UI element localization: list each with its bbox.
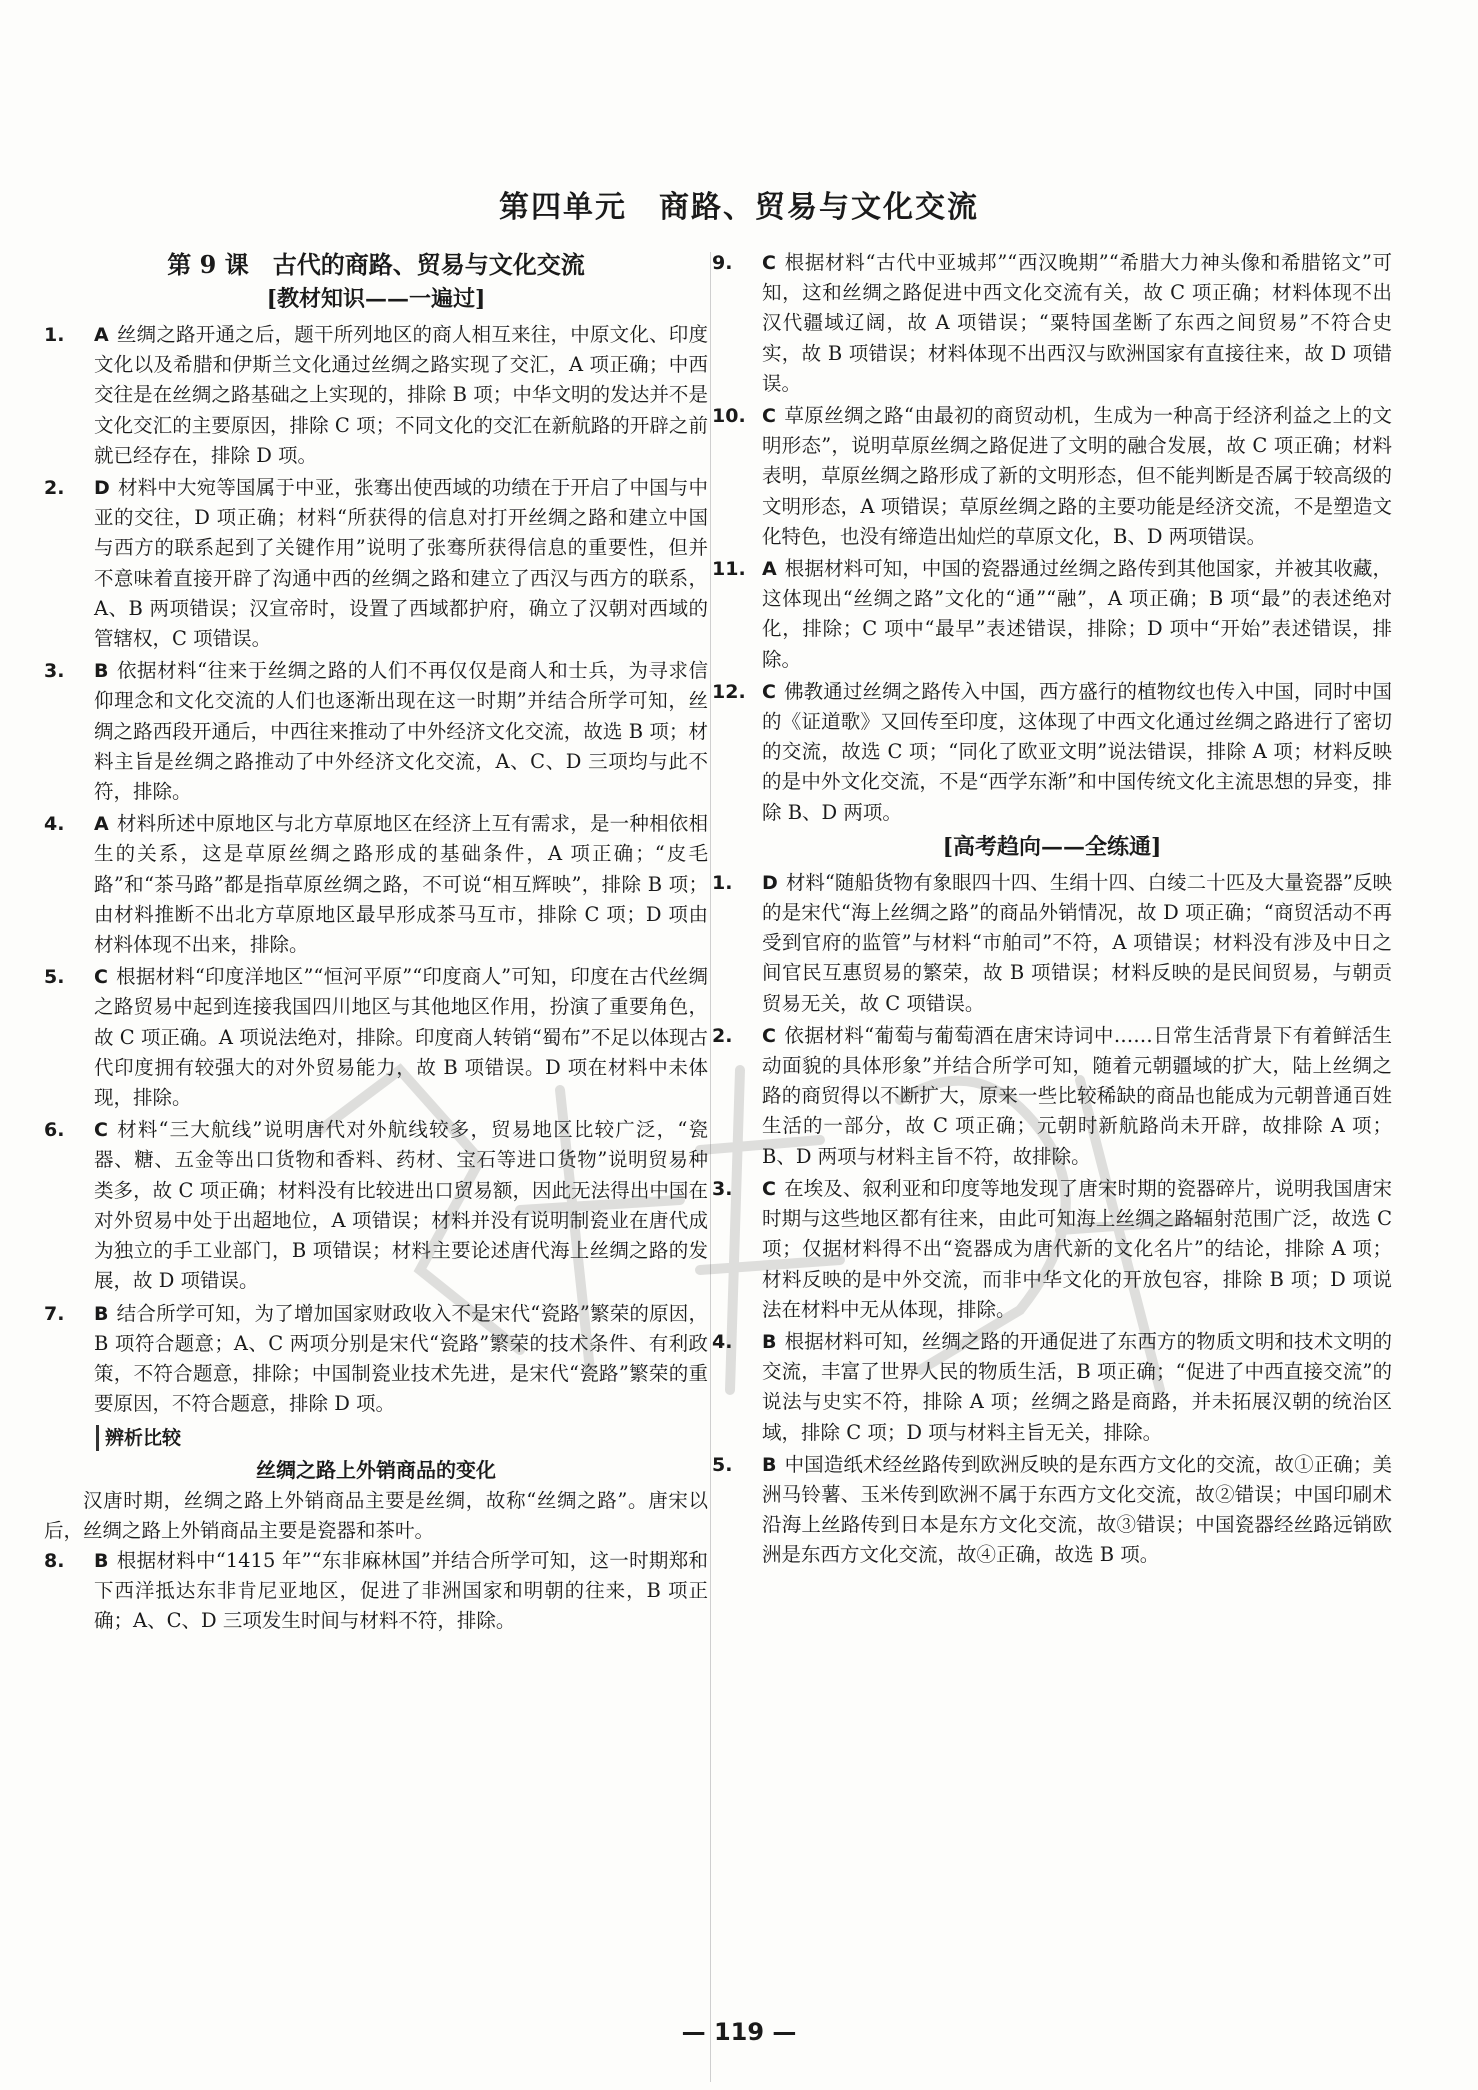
answer-item-7: 7. B 结合所学可知，为了增加国家财政收入不是宋代“瓷路”繁荣的原因，B 项符合题意；A、C 两项分别是宋代“瓷路”繁荣的技术条件、有利政策，不符合题意，排除；中国制瓷业技术先进，是宋代“瓷路”繁荣的重要原因，不符合题意，排除 D 项。 <box>44 1301 708 1416</box>
answer-item-9: 9. C 根据材料“古代中亚城邦”“西汉晚期”“希腊大力神头像和希腊铭文”可知，这和丝绸之路促进中西文化交流有关，故 C 项正确；材料体现不出汉代疆域辽阔，故 A 项错误；“粟特国垄断了东西之间贸易”不符合史实，故 B 项错误；材料体现不出西汉与欧洲国家有直接往来，故 D 项错误。 <box>712 251 1392 395</box>
column-divider <box>710 252 711 2082</box>
answer-item-3: 3. B 依据材料“往来于丝绸之路的人们不再仅仅是商人和士兵，为寻求信仰理念和文化交流的人们也逐渐出现在这一时期”并结合所学可知，丝绸之路西段开通后，中西往来推动了中外经济文化交流，故选 B 项；材料主旨是丝绸之路推动了中外经济文化交流，A、C、D 三项均与此不符，排除。 <box>44 659 708 804</box>
analysis-box-title: 丝绸之路上外销商品的变化 <box>256 1457 496 1482</box>
left-column <box>44 248 708 1639</box>
section-heading-textbook: [教材知识——一遍过] <box>266 286 486 312</box>
answer-item-4: 4. A 材料所述中原地区与北方草原地区在经济上互有需求，是一种相依相生的关系，这是草原丝绸之路形成的基础条件，A 项正确；“皮毛路”和“茶马路”都是指草原丝绸之路，不可说“相互辉映”，排除 B 项；由材料推断不出北方草原地区最早形成茶马互市，排除 C 项；D 项由材料体现不出来，排除。 <box>44 812 708 957</box>
unit-title: 第四单元 商路、贸易与文化交流 <box>499 190 979 225</box>
answer-item-5: 5. C 根据材料“印度洋地区”“恒河平原”“印度商人”可知，印度在古代丝绸之路贸易中起到连接我国四川地区与其他地区作用，扮演了重要角色，故 C 项正确。A 项说法绝对，排除。印度商人转销“蜀布”不足以体现古代印度拥有较强大的对外贸易能力，故 B 项错误。D 项在材料中未体现，排除。 <box>44 965 708 1110</box>
exam-item-5: 5. B 中国造纸术经丝路传到欧洲反映的是东西方文化的交流，故①正确；美洲马铃薯、玉米传到欧洲不属于东西方文化交流，故②错误；中国印刷术沿海上丝路传到日本是东方文化交流，故③错误；中国瓷器经丝路远销欧洲是东西方文化交流，故④正确，故选 B 项。 <box>712 1452 1392 1567</box>
analysis-box-label: 辨析比较 <box>96 1425 181 1451</box>
exam-item-2: 2. C 依据材料“葡萄与葡萄酒在唐宋诗词中……日常生活背景下有着鲜活生动面貌的具体形象”并结合所学可知，随着元朝疆域的扩大，陆上丝绸之路的商贸得以不断扩大，原来一些比较稀缺的商品也能成为元朝普通百姓生活的一部分，故 C 项正确；元朝时新航路尚未开辟，故排除 A 项；B、D 两项与材料主旨不符，故排除。 <box>712 1023 1392 1168</box>
answer-item-12: 12. C 佛教通过丝绸之路传入中国，西方盛行的植物纹也传入中国，同时中国的《证道歌》又回传至印度，这体现了中西文化通过丝绸之路进行了密切的交流，故选 C 项；“同化了欧亚文明”说法错误，排除 A 项；材料反映的是中外文化交流，不是“西学东渐”和中国传统文化主流思想的异变，排除 B、D 两项。 <box>712 679 1392 824</box>
exam-item-3: 3. C 在埃及、叙利亚和印度等地发现了唐宋时期的瓷器碎片，说明我国唐宋时期与这些地区都有往来，由此可知海上丝绸之路辐射范围广泛，故选 C 项；仅据材料得不出“瓷器成为唐代新的文化名片”的结论，排除 A 项；材料反映的是中外交流，而非中华文化的开放包容，排除 B 项；D 项说法在材料中无从体现，排除。 <box>712 1176 1392 1321</box>
exam-item-4: 4. B 根据材料可知，丝绸之路的开通促进了东西方的物质文明和技术文明的交流，丰富了世界人民的物质生活，B 项正确；“促进了中西直接交流”的说法与史实不符，排除 A 项；丝绸之路是商路，并未拓展汉朝的统治区域，排除 C 项；D 项与材料主旨无关，排除。 <box>712 1329 1392 1444</box>
exam-item-1: 1. D 材料“随船货物有象眼四十四、生绢十四、白绫二十匹及大量瓷器”反映的是宋代“海上丝绸之路”的商品外销情况，故 D 项正确；“商贸活动不再受到官府的监管”与材料“市舶司”不符，A 项错误；材料没有涉及中日之间官民互惠贸易的繁荣，故 B 项错误；材料反映的是民间贸易，与朝贡贸易无关，故 C 项错误。 <box>712 870 1392 1015</box>
answer-item-8: 8. B 根据材料中“1415 年”“东非麻林国”并结合所学可知，这一时期郑和下西洋抵达东非肯尼亚地区，促进了非洲国家和明朝的往来，B 项正确；A、C、D 三项发生时间与材料不符，排除。 <box>44 1548 708 1633</box>
answer-item-11: 11. A 根据材料可知，中国的瓷器通过丝绸之路传到其他国家，并被其收藏，这体现出“丝绸之路”文化的“通”“融”，A 项正确；B 项“最”的表述绝对化，排除；C 项中“最早”表述错误，排除；D 项中“开始”表述错误，排除。 <box>712 557 1392 671</box>
answer-item-6: 6. C 材料“三大航线”说明唐代对外航线较多，贸易地区比较广泛，“瓷器、糖、五金等出口货物和香料、药材、宝石等进口货物”说明贸易种类多，故 C 项正确；材料没有比较进出口贸易额，因此无法得出中国在对外贸易中处于出超地位，A 项错误；材料并没有说明制瓷业在唐代成为独立的手工业部门，B 项错误；材料主要论述唐代海上丝绸之路的发展，故 D 项错误。 <box>44 1118 708 1293</box>
answer-item-1: 1. A 丝绸之路开通之后，题干所列地区的商人相互来往，中原文化、印度文化以及希腊和伊斯兰文化通过丝绸之路实现了交汇，A 项正确；中西交往是在丝绸之路基础之上实现的，排除 B 项；中华文明的发达并不是文化交汇的主要原因，排除 C 项；不同文化的交汇在新航路的开辟之前就已经存在，排除 D 项。 <box>44 323 708 467</box>
page-number: — 119 — <box>681 2018 797 2046</box>
answer-item-10: 10. C 草原丝绸之路“由最初的商贸动机，生成为一种高于经济利益之上的文明形态”，说明草原丝绸之路促进了文明的融合发展，故 C 项正确；材料表明，草原丝绸之路形成了新的文明形态，但不能判断是否属于较高级的文明形态，A 项错误；草原丝绸之路的主要功能是经济交流，不是塑造文化特色，也没有缔造出灿烂的草原文化，B、D 两项错误。 <box>712 404 1392 548</box>
analysis-box-text: 汉唐时期，丝绸之路上外销商品主要是丝绸，故称“丝绸之路”。唐宋以后，丝绸之路上外销商品主要是瓷器和茶叶。 <box>44 1488 708 1542</box>
right-column <box>712 248 1392 1573</box>
lesson-title: 第 9 课 古代的商路、贸易与文化交流 <box>167 250 585 279</box>
section-heading-exam: [高考趋向——全练通] <box>942 833 1162 860</box>
answer-item-2: 2. D 材料中大宛等国属于中亚，张骞出使西域的功绩在于开启了中国与中亚的交往，D 项正确；材料“所获得的信息对打开丝绸之路和建立中国与西方的联系起到了关键作用”说明了张骞所获得信息的重要性，但并不意味着直接开辟了沟通中西的丝绸之路和建立了西汉与西方的联系，A、B 两项错误；汉宣帝时，设置了西域都护府，确立了汉朝对西域的管辖权，C 项错误。 <box>44 476 708 651</box>
